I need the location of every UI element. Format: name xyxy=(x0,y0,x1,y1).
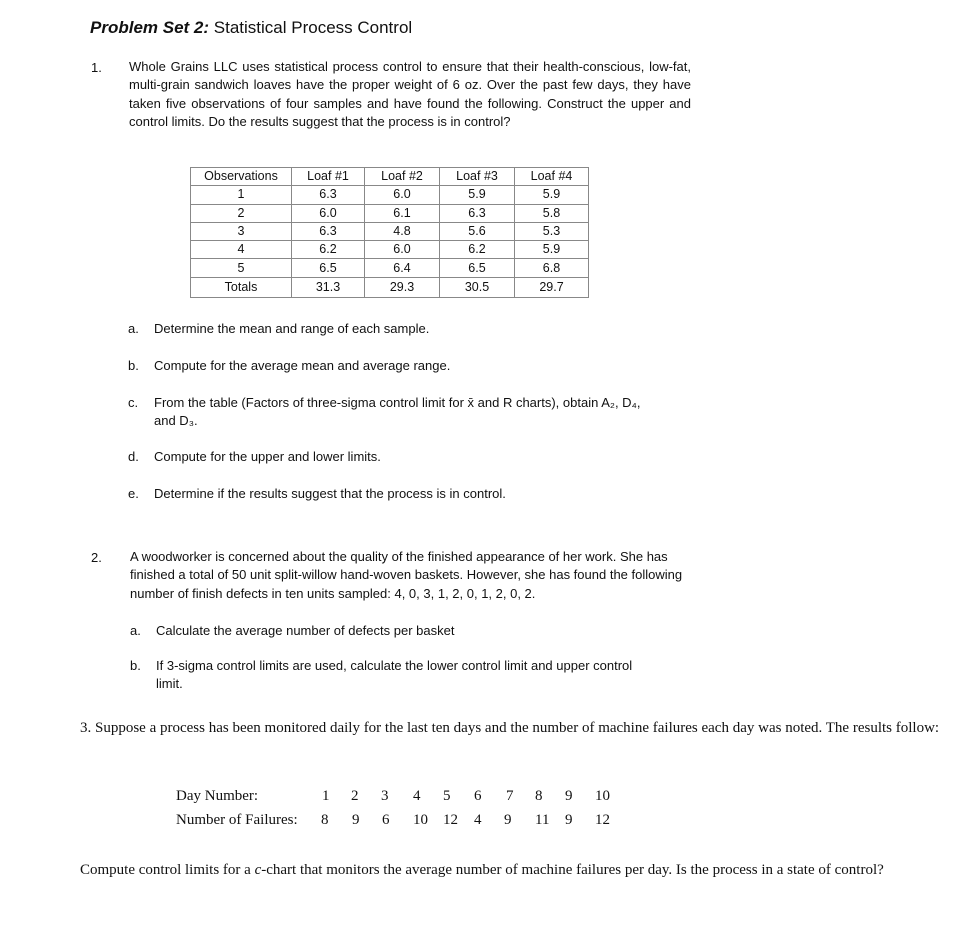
table-cell: 6.1 xyxy=(365,204,440,222)
failure-value: 9 xyxy=(352,812,360,828)
table-header-row xyxy=(191,168,589,186)
table-cell: 5.6 xyxy=(440,222,515,240)
item-label: c. xyxy=(128,395,139,410)
table-row xyxy=(191,222,589,240)
item-text-continued: limit. xyxy=(156,676,183,691)
table-cell: 1 xyxy=(191,186,292,204)
item-text: Compute for the average mean and average range. xyxy=(154,358,451,373)
problem-2-text: A woodworker is concerned about the quality of the finished appearance of her work. She has finished a total of 50 unit split-willow hand-woven baskets. However, she has found the following number of finish defects in ten units sampled: 4, 0, 3, 1, 2, 0, 1, 2, 0, 2. xyxy=(130,549,683,601)
problem-1-item-c xyxy=(128,394,728,430)
day-value: 2 xyxy=(351,788,359,804)
item-label: a. xyxy=(130,623,141,638)
table-cell: 6.2 xyxy=(292,241,365,259)
table-cell: 31.3 xyxy=(292,277,365,297)
day-value: 6 xyxy=(474,788,482,804)
day-value: 7 xyxy=(506,788,514,804)
item-text: If 3-sigma control limits are used, calculate the lower control limit and upper control xyxy=(156,658,633,673)
table-row xyxy=(191,241,589,259)
table-cell: 29.7 xyxy=(515,277,589,297)
table-totals-row xyxy=(191,277,589,297)
failure-value: 4 xyxy=(474,812,482,828)
failure-value: 12 xyxy=(443,812,458,828)
failure-value: 11 xyxy=(535,812,550,828)
table-cell: 5.8 xyxy=(515,204,589,222)
item-text-continued: and D₃. xyxy=(154,413,198,428)
table-cell: 6.5 xyxy=(292,259,365,277)
question-c-italic: c xyxy=(254,862,262,878)
day-value: 10 xyxy=(595,788,610,804)
table-cell: 5.9 xyxy=(440,186,515,204)
header-loaf-2: Loaf #2 xyxy=(365,168,440,186)
table-cell: 30.5 xyxy=(440,277,515,297)
table-cell: 5.3 xyxy=(515,222,589,240)
day-value: 9 xyxy=(565,788,573,804)
table-cell: 6.2 xyxy=(440,241,515,259)
question-part-2: -chart that monitors the average number of machine failures per day. Is the process in a state of control? xyxy=(261,862,884,878)
failure-value: 8 xyxy=(321,812,329,828)
table-cell: 4.8 xyxy=(365,222,440,240)
table-cell: 6.4 xyxy=(365,259,440,277)
item-text: Compute for the upper and lower limits. xyxy=(154,449,381,464)
table-cell: 6.0 xyxy=(365,241,440,259)
failure-value: 10 xyxy=(413,812,428,828)
failure-value: 12 xyxy=(595,812,610,828)
failures-label: Number of Failures: xyxy=(176,812,298,828)
failure-value: 9 xyxy=(504,812,512,828)
table-row xyxy=(191,259,589,277)
failure-value: 9 xyxy=(565,812,573,828)
problem-1-text: Whole Grains LLC uses statistical process control to ensure that their health-conscious, low-fat, multi-grain sandwich loaves have the proper weight of 6 oz. Over the past few days, they have taken five observations of four samples and have found the following. Construct the upper and control limits. Do the results suggest that the process is in control? xyxy=(129,59,691,129)
header-loaf-3: Loaf #3 xyxy=(440,168,515,186)
day-value: 4 xyxy=(413,788,421,804)
table-cell: 5.9 xyxy=(515,186,589,204)
problem-2-item-b xyxy=(130,657,730,693)
table-cell: 6.0 xyxy=(292,204,365,222)
item-label: b. xyxy=(130,658,141,673)
day-number-label: Day Number: xyxy=(176,788,259,804)
table-cell: 5.9 xyxy=(515,241,589,259)
day-value: 5 xyxy=(443,788,451,804)
header-loaf-1: Loaf #1 xyxy=(292,168,365,186)
table-cell: 6.3 xyxy=(292,186,365,204)
day-value: 8 xyxy=(535,788,543,804)
table-cell: 6.3 xyxy=(440,204,515,222)
day-value: 1 xyxy=(322,788,330,804)
table-row xyxy=(191,204,589,222)
item-text: Determine if the results suggest that the process is in control. xyxy=(154,486,506,501)
item-text: Calculate the average number of defects per basket xyxy=(156,623,455,638)
problem-2-number: 2. xyxy=(91,550,102,565)
table-cell: 4 xyxy=(191,241,292,259)
header-observations: Observations xyxy=(191,168,292,186)
table-cell: 6.0 xyxy=(365,186,440,204)
item-label: e. xyxy=(128,486,139,501)
item-text: Determine the mean and range of each sample. xyxy=(154,321,430,336)
table-cell: 5 xyxy=(191,259,292,277)
problem-1-number: 1. xyxy=(91,60,102,75)
table-cell: 3 xyxy=(191,222,292,240)
problem-3-question xyxy=(80,859,940,881)
header-loaf-4: Loaf #4 xyxy=(515,168,589,186)
table-cell: 6.3 xyxy=(292,222,365,240)
table-cell: 6.8 xyxy=(515,259,589,277)
table-cell: 2 xyxy=(191,204,292,222)
day-failures-grid xyxy=(0,788,969,838)
table-cell: 6.5 xyxy=(440,259,515,277)
problem-3-intro: 3. Suppose a process has been monitored daily for the last ten days and the number of machine failures each day was noted. The results follow: xyxy=(80,720,940,736)
page-title xyxy=(90,18,412,38)
table-cell: 29.3 xyxy=(365,277,440,297)
table-cell: Totals xyxy=(191,277,292,297)
item-label: d. xyxy=(128,449,139,464)
question-part-1: Compute control limits for a xyxy=(80,862,255,878)
loaf-table xyxy=(190,167,589,298)
item-text: From the table (Factors of three-sigma control limit for x̄ and R charts), obtain A₂, D₄, xyxy=(154,395,641,410)
title-prefix: Problem Set 2: xyxy=(90,18,210,37)
day-value: 3 xyxy=(381,788,389,804)
failure-value: 6 xyxy=(382,812,390,828)
table-row xyxy=(191,186,589,204)
item-label: b. xyxy=(128,358,139,373)
item-label: a. xyxy=(128,321,139,336)
title-rest: Statistical Process Control xyxy=(209,18,413,37)
